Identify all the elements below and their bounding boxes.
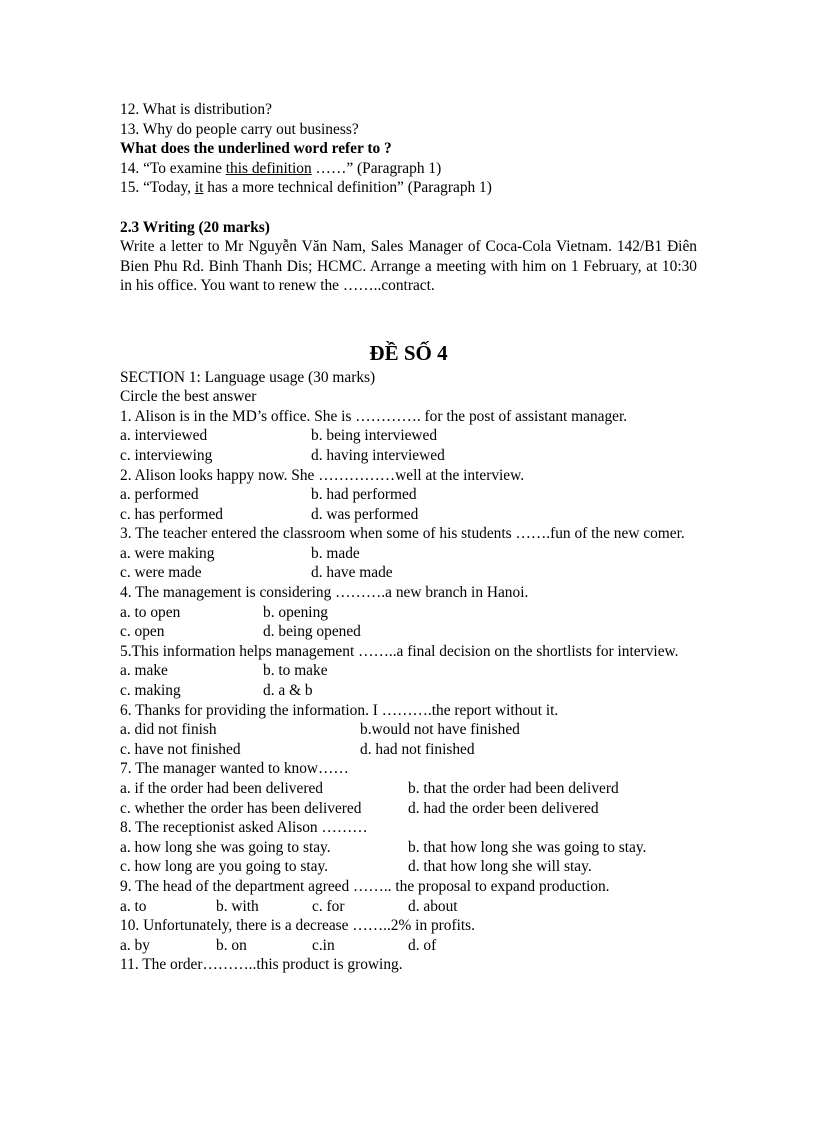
option-b: b.would not have finished xyxy=(360,721,520,739)
question-12: 12. What is distribution? xyxy=(120,101,272,118)
option-c: c.in xyxy=(312,936,335,954)
option-c: c. has performed xyxy=(120,505,223,523)
options-row xyxy=(120,485,697,505)
question-9: 9. The head of the department agreed …….. the proposal to expand production. xyxy=(120,877,610,895)
option-c: c. open xyxy=(120,623,165,641)
option-d: d. that how long she will stay. xyxy=(408,858,592,876)
option-b: b. to make xyxy=(263,662,328,680)
option-c: c. interviewing xyxy=(120,446,213,464)
writing-heading: 2.3 Writing (20 marks) xyxy=(120,218,270,236)
question-5: 5.This information helps management ……..a final decision on the shortlists for interview. xyxy=(120,642,679,660)
option-b: b. had performed xyxy=(311,486,417,504)
option-d: d. being opened xyxy=(263,623,361,641)
option-c: c. have not finished xyxy=(120,740,241,758)
option-a: a. performed xyxy=(120,486,199,504)
underlined-phrase: this definition xyxy=(225,159,312,177)
option-b: b. with xyxy=(216,897,259,915)
question-1: 1. Alison is in the MD’s office. She is …………. for the post of assistant manager. xyxy=(120,407,628,425)
options-row xyxy=(120,799,697,819)
question-8: 8. The receptionist asked Alison ……… xyxy=(120,819,368,837)
option-d: d. a & b xyxy=(263,682,313,700)
instruction: Circle the best answer xyxy=(120,388,257,406)
option-b: b. that how long she was going to stay. xyxy=(408,838,647,856)
document-page xyxy=(120,100,697,975)
option-b: b. opening xyxy=(263,603,328,621)
option-d: d. was performed xyxy=(311,505,419,523)
underlined-word-heading: What does the underlined word refer to ? xyxy=(120,140,392,158)
option-a: a. by xyxy=(120,936,150,954)
question-13: 13. Why do people carry out business? xyxy=(120,120,359,138)
option-c: c. how long are you going to stay. xyxy=(120,858,329,876)
option-d: d. have made xyxy=(311,564,393,582)
option-b: b. made xyxy=(311,544,360,562)
option-d: d. having interviewed xyxy=(311,446,445,464)
options-row xyxy=(120,857,697,877)
options-row xyxy=(120,720,697,740)
options-row xyxy=(120,740,697,760)
option-a: a. to open xyxy=(120,603,181,621)
question-6: 6. Thanks for providing the information. I ……….the report without it. xyxy=(120,701,559,719)
option-a: a. how long she was going to stay. xyxy=(120,838,331,856)
option-a: a. did not finish xyxy=(120,721,217,739)
options-row xyxy=(120,897,697,917)
options-row xyxy=(120,661,697,681)
option-d: d. about xyxy=(408,897,458,915)
option-b: b. that the order had been deliverd xyxy=(408,780,619,797)
options-row xyxy=(120,446,697,466)
option-a: a. were making xyxy=(120,544,215,562)
option-c: c. for xyxy=(312,897,345,915)
question-2: 2. Alison looks happy now. She ……………well at the interview. xyxy=(120,466,525,484)
option-b: b. being interviewed xyxy=(311,427,438,445)
options-row xyxy=(120,603,697,623)
option-d: d. had not finished xyxy=(360,740,475,758)
question-4: 4. The management is considering ……….a new branch in Hanoi. xyxy=(120,584,529,602)
option-c: c. were made xyxy=(120,564,202,582)
options-row xyxy=(120,622,697,642)
question-3: 3. The teacher entered the classroom when some of his students …….fun of the new comer. xyxy=(120,525,685,543)
question-10: 10. Unfortunately, there is a decrease ……..2% in profits. xyxy=(120,917,476,935)
option-a: a. to xyxy=(120,897,147,915)
writing-task: Write a letter to Mr Nguyễn Văn Nam, Sales Manager of Coca-Cola Vietnam. 142/B1 Điên Bien Phu Rd. Binh Thanh Dis; HCMC. Arrange a meeting with him on 1 February, at 10:30 in his office. You want to renew the ……..contract. xyxy=(120,238,697,295)
question-7: 7. The manager wanted to know…… xyxy=(120,760,349,778)
underlined-word: it xyxy=(194,179,204,197)
options-row xyxy=(120,544,697,564)
options-row xyxy=(120,838,697,858)
option-c: c. making xyxy=(120,682,181,700)
option-b: b. on xyxy=(216,936,247,954)
options-row xyxy=(120,779,697,799)
option-c: c. whether the order has been delivered xyxy=(120,799,362,817)
option-a: a. interviewed xyxy=(120,427,208,445)
question-11: 11. The order………..this product is growing. xyxy=(120,956,403,974)
option-a: a. make xyxy=(120,662,168,680)
options-row xyxy=(120,505,697,525)
option-d: d. of xyxy=(408,936,437,954)
exam-title: ĐỀ SỐ 4 xyxy=(369,340,448,365)
question-15: 15. “Today, it has a more technical definition” (Paragraph 1) xyxy=(120,179,492,197)
options-row xyxy=(120,426,697,446)
question-14: 14. “To examine this definition ……” (Paragraph 1) xyxy=(120,159,442,177)
options-row xyxy=(120,681,697,701)
options-row xyxy=(120,936,697,956)
option-d: d. had the order been delivered xyxy=(408,799,599,817)
options-row xyxy=(120,563,697,583)
option-a: a. if the order had been delivered xyxy=(120,780,323,797)
section-heading: SECTION 1: Language usage (30 marks) xyxy=(120,368,376,386)
